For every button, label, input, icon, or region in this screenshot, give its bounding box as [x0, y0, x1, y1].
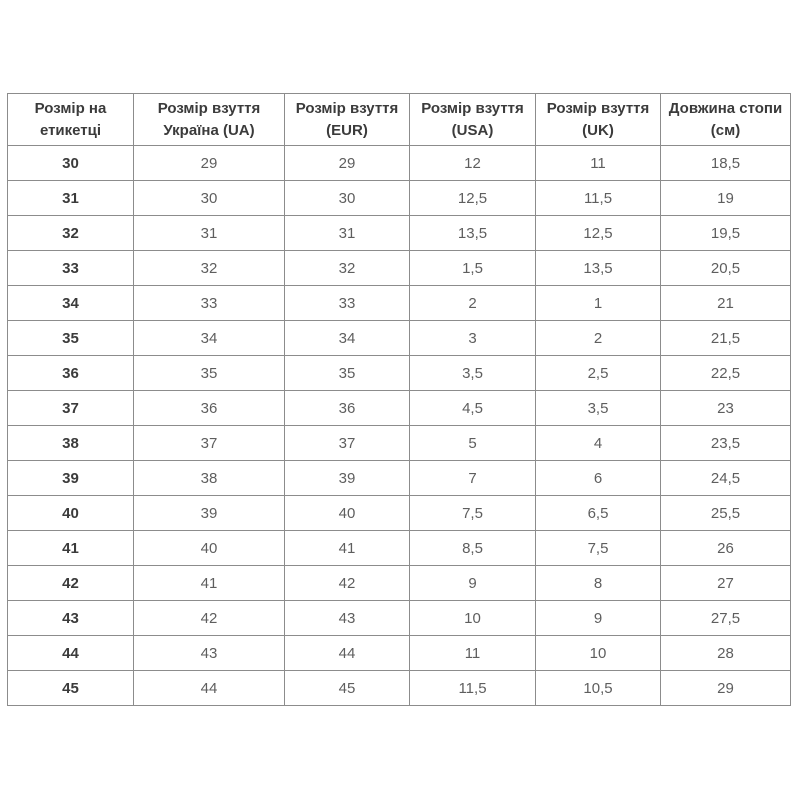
- table-cell: 39: [285, 461, 410, 496]
- table-cell: 1,5: [410, 251, 536, 286]
- column-header-5: Довжина стопи (см): [661, 94, 791, 146]
- table-cell: 29: [285, 146, 410, 181]
- table-cell: 45: [8, 671, 134, 706]
- table-cell: 34: [285, 321, 410, 356]
- table-cell: 26: [661, 531, 791, 566]
- table-cell: 39: [134, 496, 285, 531]
- table-cell: 35: [8, 321, 134, 356]
- table-row: [8, 146, 791, 181]
- table-cell: 4,5: [410, 391, 536, 426]
- table-cell: 21,5: [661, 321, 791, 356]
- table-cell: 10: [536, 636, 661, 671]
- table-cell: 30: [285, 181, 410, 216]
- table-cell: 43: [8, 601, 134, 636]
- table-cell: 13,5: [410, 216, 536, 251]
- table-row: [8, 636, 791, 671]
- table-cell: 12: [410, 146, 536, 181]
- table-cell: 31: [285, 216, 410, 251]
- table-row: [8, 671, 791, 706]
- table-cell: 2: [410, 286, 536, 321]
- table-cell: 10: [410, 601, 536, 636]
- table-cell: 2,5: [536, 356, 661, 391]
- table-cell: 44: [134, 671, 285, 706]
- table-cell: 39: [8, 461, 134, 496]
- table-cell: 13,5: [536, 251, 661, 286]
- column-header-4: Розмір взуття (UK): [536, 94, 661, 146]
- shoe-size-conversion-table: [7, 93, 791, 706]
- table-cell: 38: [8, 426, 134, 461]
- table-cell: 30: [8, 146, 134, 181]
- table-cell: 24,5: [661, 461, 791, 496]
- table-cell: 35: [134, 356, 285, 391]
- table-cell: 11,5: [536, 181, 661, 216]
- table-cell: 3: [410, 321, 536, 356]
- table-cell: 10,5: [536, 671, 661, 706]
- table-cell: 36: [134, 391, 285, 426]
- table-cell: 42: [285, 566, 410, 601]
- table-cell: 3,5: [410, 356, 536, 391]
- table-cell: 40: [285, 496, 410, 531]
- table-row: [8, 426, 791, 461]
- table-cell: 36: [285, 391, 410, 426]
- column-header-2: Розмір взуття (EUR): [285, 94, 410, 146]
- table-cell: 38: [134, 461, 285, 496]
- table-row: [8, 251, 791, 286]
- table-cell: 6,5: [536, 496, 661, 531]
- table-cell: 12,5: [536, 216, 661, 251]
- table-cell: 35: [285, 356, 410, 391]
- table-cell: 7,5: [536, 531, 661, 566]
- table-cell: 29: [134, 146, 285, 181]
- table-cell: 40: [8, 496, 134, 531]
- table-cell: 12,5: [410, 181, 536, 216]
- table-cell: 7,5: [410, 496, 536, 531]
- table-cell: 9: [410, 566, 536, 601]
- table-cell: 36: [8, 356, 134, 391]
- table-cell: 4: [536, 426, 661, 461]
- table-row: [8, 286, 791, 321]
- table-cell: 43: [285, 601, 410, 636]
- table-cell: 27,5: [661, 601, 791, 636]
- table-cell: 1: [536, 286, 661, 321]
- table-cell: 34: [8, 286, 134, 321]
- table-cell: 37: [8, 391, 134, 426]
- table-cell: 33: [285, 286, 410, 321]
- table-row: [8, 216, 791, 251]
- table-cell: 5: [410, 426, 536, 461]
- column-header-3: Розмір взуття (USA): [410, 94, 536, 146]
- table-cell: 37: [134, 426, 285, 461]
- table-row: [8, 601, 791, 636]
- table-cell: 44: [8, 636, 134, 671]
- table-row: [8, 566, 791, 601]
- table-cell: 45: [285, 671, 410, 706]
- table-cell: 40: [134, 531, 285, 566]
- table-cell: 43: [134, 636, 285, 671]
- table-cell: 8,5: [410, 531, 536, 566]
- table-cell: 2: [536, 321, 661, 356]
- table-cell: 37: [285, 426, 410, 461]
- table-cell: 30: [134, 181, 285, 216]
- column-header-1: Розмір взуття Україна (UA): [134, 94, 285, 146]
- table-row: [8, 321, 791, 356]
- table-body: [8, 146, 791, 706]
- table-cell: 8: [536, 566, 661, 601]
- table-cell: 42: [8, 566, 134, 601]
- table-cell: 32: [285, 251, 410, 286]
- table-cell: 21: [661, 286, 791, 321]
- table-cell: 31: [8, 181, 134, 216]
- table-cell: 11: [410, 636, 536, 671]
- table-cell: 20,5: [661, 251, 791, 286]
- table-cell: 29: [661, 671, 791, 706]
- table-cell: 23,5: [661, 426, 791, 461]
- table-header: [8, 94, 791, 146]
- table-row: [8, 356, 791, 391]
- table-cell: 41: [285, 531, 410, 566]
- table-cell: 11,5: [410, 671, 536, 706]
- table-cell: 32: [134, 251, 285, 286]
- table-row: [8, 461, 791, 496]
- table-cell: 19,5: [661, 216, 791, 251]
- table-row: [8, 181, 791, 216]
- column-header-0: Розмір на етикетці: [8, 94, 134, 146]
- table-cell: 9: [536, 601, 661, 636]
- table-cell: 7: [410, 461, 536, 496]
- table-cell: 42: [134, 601, 285, 636]
- table-cell: 22,5: [661, 356, 791, 391]
- table-row: [8, 531, 791, 566]
- table-cell: 41: [8, 531, 134, 566]
- table-cell: 23: [661, 391, 791, 426]
- table-cell: 41: [134, 566, 285, 601]
- table-row: [8, 391, 791, 426]
- table-cell: 18,5: [661, 146, 791, 181]
- table-header-row: [8, 94, 791, 146]
- table-cell: 33: [134, 286, 285, 321]
- table-cell: 31: [134, 216, 285, 251]
- table-row: [8, 496, 791, 531]
- table-cell: 27: [661, 566, 791, 601]
- table-cell: 34: [134, 321, 285, 356]
- table-cell: 32: [8, 216, 134, 251]
- table-cell: 3,5: [536, 391, 661, 426]
- table-cell: 19: [661, 181, 791, 216]
- table-cell: 11: [536, 146, 661, 181]
- table-cell: 33: [8, 251, 134, 286]
- table-cell: 25,5: [661, 496, 791, 531]
- table-cell: 28: [661, 636, 791, 671]
- table-cell: 6: [536, 461, 661, 496]
- table-cell: 44: [285, 636, 410, 671]
